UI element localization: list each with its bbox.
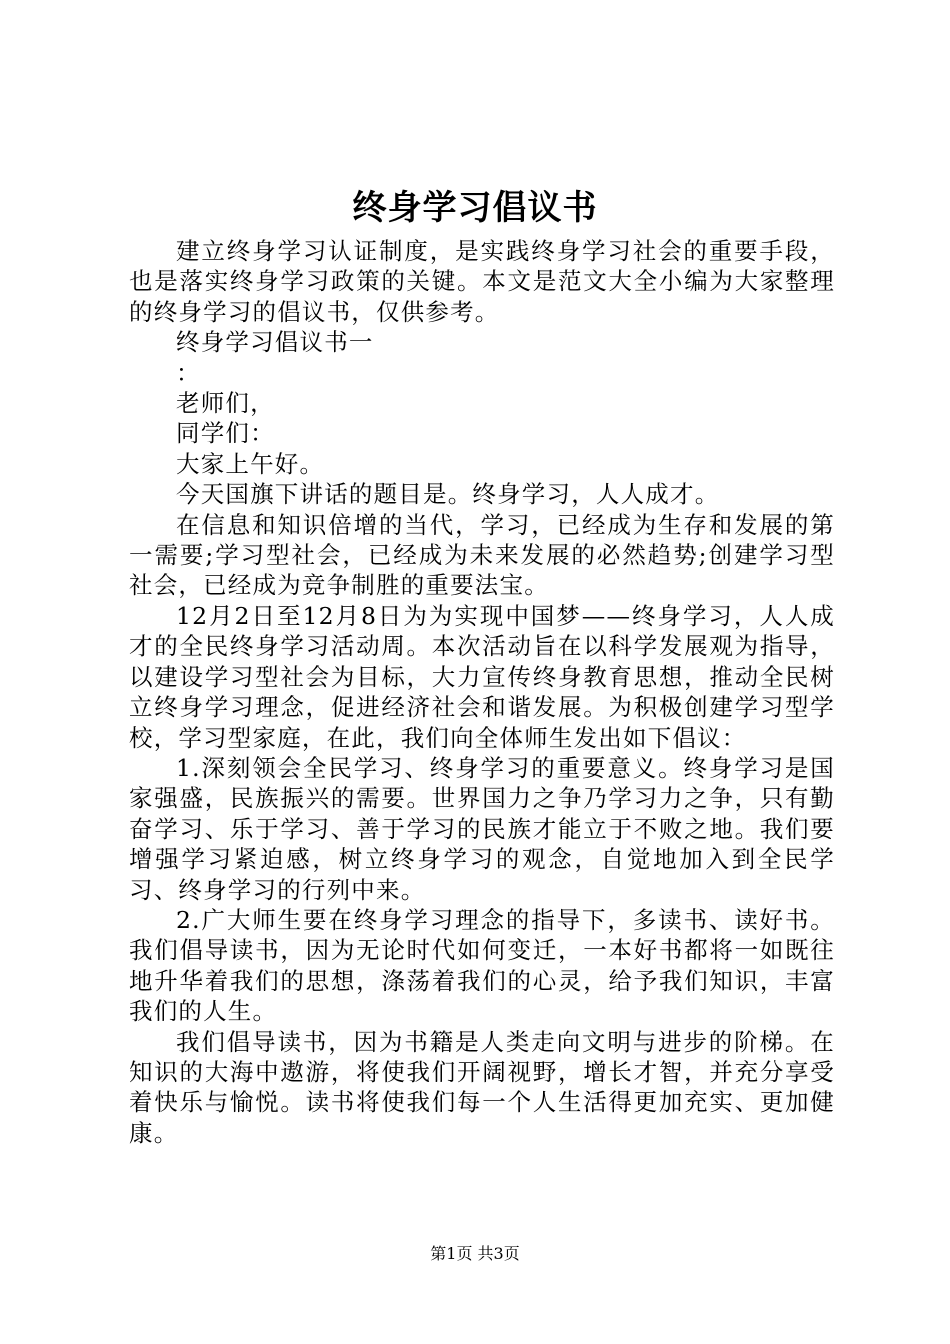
paragraph-information-age: 在信息和知识倍增的当代，学习，已经成为生存和发展的第一需要;学习型社会，已经成为未来发展的必然趋势;创建学习型社会，已经成为竞争制胜的重要法宝。	[129, 510, 835, 600]
paragraph-good-morning: 大家上午好。	[176, 449, 325, 478]
paragraph-point-2: 2.广大师生要在终身学习理念的指导下，多读书、读好书。我们倡导读书，因为无论时代如何变迁，一本好书都将一如既往地升华着我们的思想，涤荡着我们的心灵，给予我们知识，丰富我们的人生。	[129, 905, 835, 1026]
document-body	[129, 236, 835, 1148]
paragraph-colon: ：	[176, 358, 201, 387]
paragraph-activity-week: 12月2日至12月8日为为实现中国梦——终身学习，人人成才的全民终身学习活动周。本次活动旨在以科学发展观为指导，以建设学习型社会为目标，大力宣传终身教育思想，推动全民树立终身学习理念，促进经济社会和谐发展。为积极创建学习型学校，学习型家庭，在此，我们向全体师生发出如下倡议：	[129, 601, 835, 752]
paragraph-reading: 我们倡导读书，因为书籍是人类走向文明与进步的阶梯。在知识的大海中遨游，将使我们开阔视野，增长才智，并充分享受着快乐与愉悦。读书将使我们每一个人生活得更加充实、更加健康。	[129, 1027, 835, 1147]
paragraph-point-1: 1.深刻领会全民学习、终身学习的重要意义。终身学习是国家强盛，民族振兴的需要。世界国力之争乃学习力之争，只有勤奋学习、乐于学习、善于学习的民族才能立于不败之地。我们要增强学习紧迫感，树立终身学习的观念，自觉地加入到全民学习、终身学习的行列中来。	[129, 753, 835, 904]
paragraph-topic: 今天国旗下讲话的题目是。终身学习，人人成才。	[176, 480, 720, 509]
paragraph-greeting-students: 同学们：	[176, 419, 275, 448]
paragraph-greeting-teachers: 老师们，	[176, 389, 275, 418]
page-footer: 第1页 共3页	[430, 1244, 520, 1263]
paragraph-intro: 建立终身学习认证制度，是实践终身学习社会的重要手段，也是落实终身学习政策的关键。本文是范文大全小编为大家整理的终身学习的倡议书，仅供参考。	[129, 237, 835, 326]
document-title: 终身学习倡议书	[352, 188, 598, 228]
paragraph-subtitle: 终身学习倡议书一	[176, 328, 374, 357]
